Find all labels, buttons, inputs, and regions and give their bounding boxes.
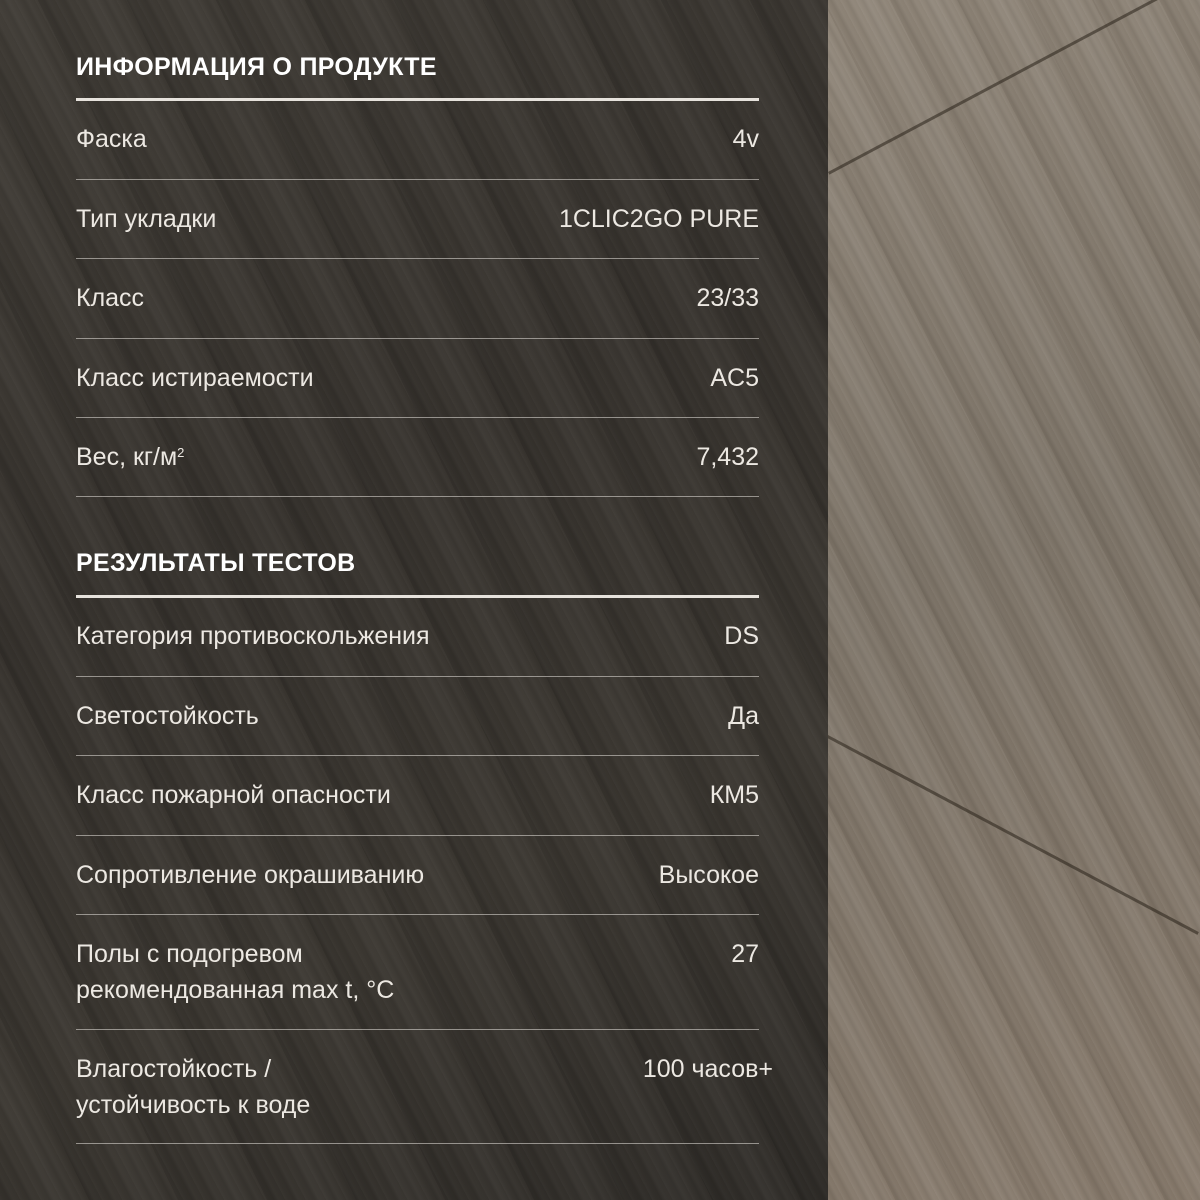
row-divider <box>76 496 759 497</box>
row-value: DS <box>724 622 759 650</box>
wood-floor-texture <box>828 0 1200 1200</box>
superscript-two: 2 <box>177 445 185 460</box>
row-divider <box>76 835 759 836</box>
row-label: Класс пожарной опасности <box>76 781 391 809</box>
test-results-title: РЕЗУЛЬТАТЫ ТЕСТОВ <box>76 549 356 577</box>
product-info-title-rule <box>76 98 759 101</box>
row-label: Класс <box>76 284 145 312</box>
row-value: 27 <box>731 940 759 968</box>
row-label: Светостойкость <box>76 702 259 730</box>
row-divider <box>76 914 759 915</box>
row-divider <box>76 1029 759 1030</box>
row-divider <box>76 1143 759 1144</box>
row-label-line: устойчивость к воде <box>76 1091 311 1119</box>
row-value: 7,432 <box>696 443 759 471</box>
row-label <box>76 439 596 475</box>
row-divider <box>76 179 759 180</box>
plank-seam <box>828 0 1200 175</box>
row-value: КМ5 <box>709 781 759 809</box>
row-label <box>76 936 596 1008</box>
product-info-title: ИНФОРМАЦИЯ О ПРОДУКТЕ <box>76 53 437 81</box>
row-label-line: Влагостойкость / <box>76 1055 272 1083</box>
row-label: Категория противоскольжения <box>76 622 430 650</box>
row-label: Сопротивление окрашиванию <box>76 861 425 889</box>
row-value: Да <box>728 702 759 730</box>
row-label-text: Вес, кг/м <box>76 443 178 471</box>
row-label: Фаска <box>76 125 147 153</box>
row-label-line: рекомендованная max t, °C <box>76 976 395 1004</box>
row-divider <box>76 338 759 339</box>
row-value: 1CLIC2GO PURE <box>558 205 759 233</box>
row-label-line: Полы с подогревом <box>76 940 303 968</box>
plank-seam <box>827 735 1199 935</box>
row-label: Тип укладки <box>76 205 217 233</box>
row-divider <box>76 755 759 756</box>
row-value: 100 часов+ <box>642 1055 773 1083</box>
row-value: Высокое <box>658 861 759 889</box>
row-label: Класс истираемости <box>76 364 314 392</box>
row-value: 23/33 <box>696 284 759 312</box>
test-results-title-rule <box>76 595 759 598</box>
row-value: AC5 <box>710 364 759 392</box>
row-divider <box>76 417 759 418</box>
row-value: 4v <box>732 125 759 153</box>
row-divider <box>76 676 759 677</box>
row-label <box>76 1051 596 1123</box>
row-divider <box>76 258 759 259</box>
